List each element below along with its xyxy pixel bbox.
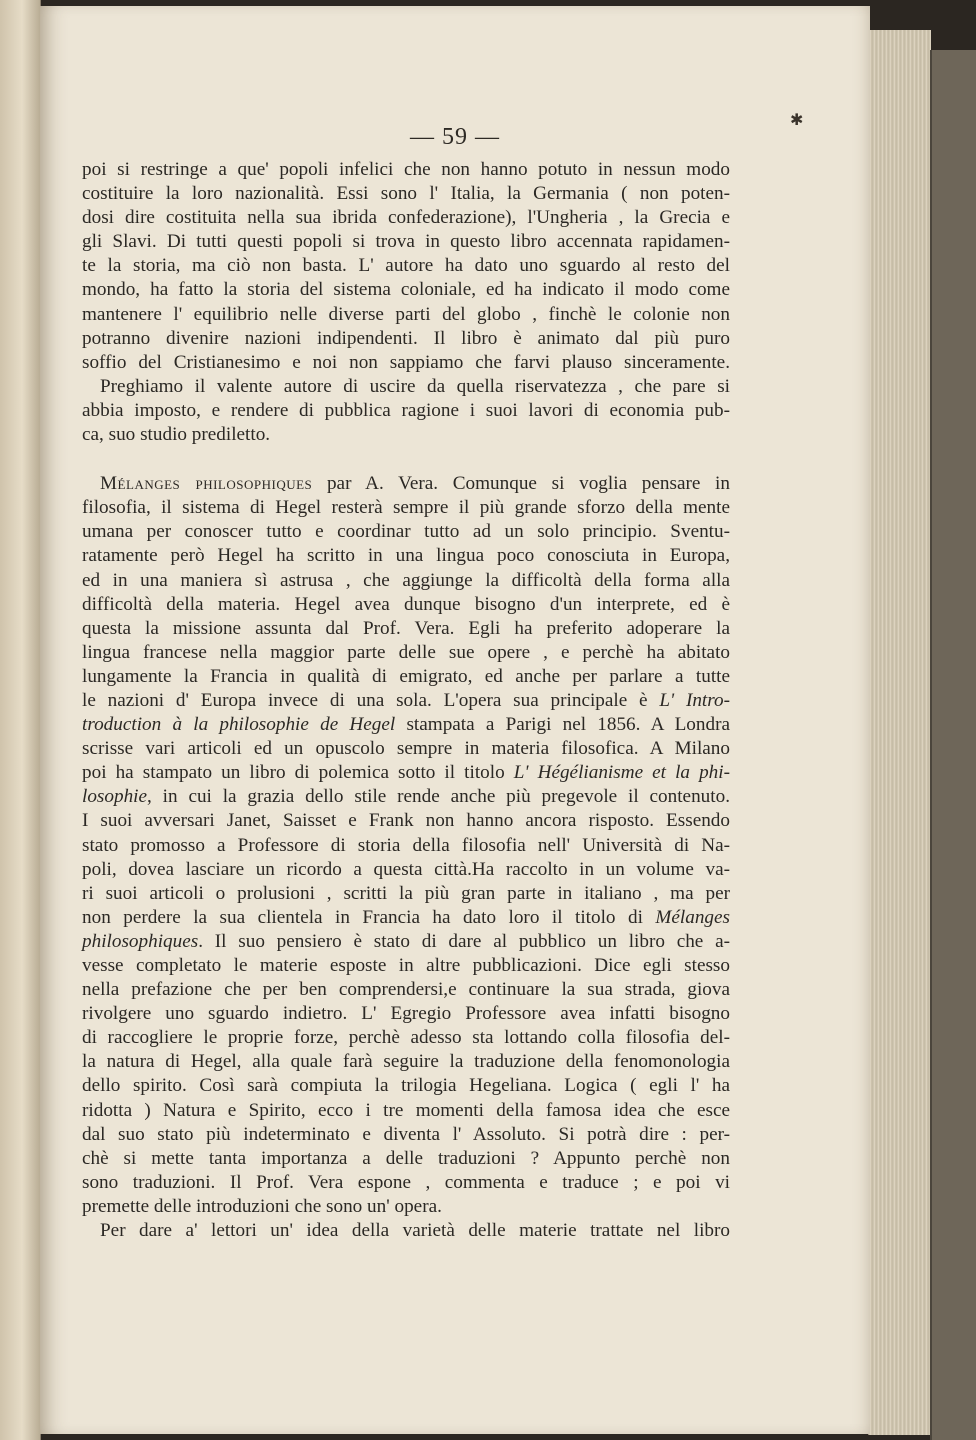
book-title: troduction à la philosophie de Hegel [82,714,396,736]
book-title: Mélanges [655,906,730,928]
text-line: difficoltà della materia. Hegel avea dunque bisogno d'un interprete, ed è [82,593,730,615]
text-line: la natura di Hegel, alla quale farà seguire la traduzione della fenomonologia [82,1051,730,1073]
text-run: . Il suo pensiero è stato di dare al pubblico un libro che a- [198,930,730,952]
text-run: non perdere la sua clientela in Francia ha dato loro il titolo di [82,906,656,928]
text-line: nella prefazione che per ben comprendersi,e continuare la sua strada, giova [82,979,730,1001]
text-line: rivolgere uno sguardo indietro. L' Egregio Professore avea infatti bisogno [82,1003,730,1025]
page-number: — 59 — [410,124,500,150]
text-line [82,906,730,930]
text-line: ridotta ) Natura e Spirito, ecco i tre momenti della famosa idea che esce [82,1099,730,1121]
text-line: mondo, ha fatto la storia del sistema coloniale, ed ha indicato il modo come [82,279,730,301]
text-line: premette delle introduzioni che sono un' opera. [82,1195,442,1217]
text-line: dello spirito. Così sarà compiuta la trilogia Hegeliana. Logica ( egli l' ha [82,1075,730,1097]
paragraph-gap [82,447,730,472]
page-stack-edge [868,30,931,1435]
book-cover-edge [930,50,976,1440]
text-line: questa la missione assunta dal Prof. Vera. Egli ha preferito adoperare la [82,617,730,639]
text-line [82,713,730,737]
text-line: poi si restringe a que' popoli infelici che non hanno potuto in nessun modo [82,159,730,180]
book-title: L' Intro- [659,689,731,711]
text-line: chè si mette tanta importanza a delle traduzioni ? Appunto perchè non [82,1147,730,1169]
text-line: poli, dovea lasciare un ricordo a questa città.Ha raccolto in un volume va- [82,858,730,880]
ink-mark: ✱ [790,112,804,129]
page-body [82,158,730,1243]
text-run: le nazioni d' Europa invece di una sola. L'opera sua principale è [82,689,660,711]
text-line: soffio del Cristianesimo e noi non sappiamo che farvi plauso sinceramente. [82,351,730,373]
text-line [82,689,730,713]
text-line: ratamente però Hegel ha scritto in una lingua poco conosciuta in Europa, [82,545,730,567]
text-run: , in cui la grazia dello stile rende anche più pregevole il contenuto. [147,786,730,808]
book-title: L' Hégélianisme et la phi- [513,762,730,784]
book-title: losophie [82,786,148,808]
text-line: sono traduzioni. Il Prof. Vera espone , commenta e traduce ; e poi vi [82,1171,730,1193]
text-line: mantenere l' equilibrio nelle diverse parti del globo , finchè le colonie non [82,303,730,325]
text-line: abbia imposto, e rendere di pubblica ragione i suoi lavori di economia pub- [82,399,730,421]
text-line: stato promosso a Professore di storia della filosofia nell' Università di Na- [82,834,730,856]
text-line: dosi dire costituita nella sua ibrida confederazione), l'Ungheria , la Grecia e [82,207,730,229]
review-heading: Mélanges philosophiques [100,473,313,495]
text-line: di raccogliere le proprie forze, perchè adesso sta lottando colla filosofia del- [82,1027,730,1049]
text-line: lingua francese nella maggior parte delle sue opere , e perchè ha abitato [82,641,730,663]
text-run: poi ha stampato un libro di polemica sotto il titolo [82,762,514,784]
book-page [40,6,870,1434]
text-run: par A. Vera. Comunque si voglia pensare in [312,473,730,495]
text-line [82,761,730,785]
text-line: Preghiamo il valente autore di uscire da quella riservatezza , che pare si [100,375,730,397]
text-line: dal suo stato più indeterminato e diventa l' Assoluto. Si potrà dire : per- [82,1123,730,1145]
text-line [82,930,730,954]
text-line: potranno divenire nazioni indipendenti. Il libro è animato dal più puro [82,327,730,349]
text-run: stampata a Parigi nel 1856. A Londra [395,714,730,736]
text-line: costituire la loro nazionalità. Essi sono l' Italia, la Germania ( non poten- [82,183,730,205]
text-line: lungamente la Francia in qualità di emigrato, ed anche per parlare a tutte [82,665,730,687]
text-line: filosofia, il sistema di Hegel resterà sempre il più grande sforzo della mente [82,497,730,519]
text-line: gli Slavi. Di tutti questi popoli si trova in questo libro accennata rapidamen- [82,231,730,253]
text-line: ed in una maniera sì astrusa , che aggiunge la difficoltà della forma alla [82,569,730,591]
text-line: umana per conoscer tutto e coordinar tutto ad un solo principio. Sventu- [82,521,730,543]
text-line: vesse completato le materie esposte in altre pubblicazioni. Dice egli stesso [82,955,730,976]
text-line: ri suoi articoli o prolusioni , scritti la più gran parte in italiano , ma per [82,882,730,904]
text-line [82,472,730,496]
text-line: Per dare a' lettori un' idea della varietà delle materie trattate nel libro [100,1220,730,1242]
text-line [82,785,730,809]
book-title: philosophiques [82,930,199,952]
text-line: I suoi avversari Janet, Saisset e Frank non hanno ancora risposto. Essendo [82,810,730,832]
text-line: scrisse vari articoli ed un opuscolo sempre in materia filosofica. A Milano [82,738,730,760]
text-line: te la storia, ma ciò non basta. L' autore ha dato uno sguardo al resto del [82,255,730,277]
left-page-edge [0,0,41,1440]
text-line: ca, suo studio prediletto. [82,424,271,446]
